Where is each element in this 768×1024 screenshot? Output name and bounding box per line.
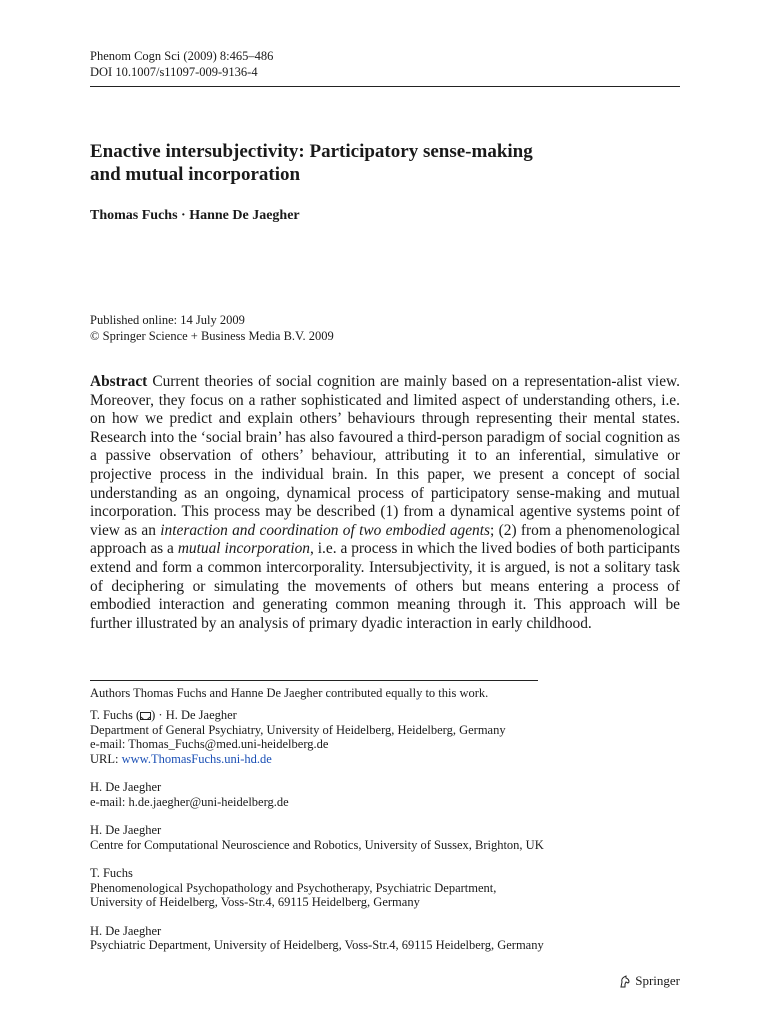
affiliation-dept: Phenomenological Psychopathology and Psychotherapy, Psychiatric Department,	[90, 880, 497, 895]
author-list: Thomas Fuchs · Hanne De Jaegher	[90, 208, 300, 223]
header-rule	[90, 86, 680, 87]
springer-horse-icon	[619, 975, 631, 988]
affiliation-email: e-mail: h.de.jaegher@uni-heidelberg.de	[90, 794, 289, 809]
affiliation-name-part: T. Fuchs (	[90, 708, 141, 722]
paper-title-line-1: Enactive intersubjectivity: Participatory sense-making	[90, 141, 533, 162]
affiliations	[90, 708, 544, 967]
abstract-text-2: ; (2) from a phenomenological approach as a	[90, 521, 680, 558]
abstract-text-3: , i.e. a process in which the lived bodies of both participants extend and form a common intercorporality. Intersubjectivity, it is argued, is not a solitary task of deciphering or simulating the movements of others but means entering a process of embodied interaction and generating common meaning through it. This approach will be further illustrated by an analysis of primary dyadic interaction in early childhood.	[90, 540, 680, 632]
paper-title-line-2: and mutual incorporation	[90, 164, 301, 185]
affiliation-names	[90, 708, 544, 723]
affiliation-name: H. De Jaegher	[90, 823, 162, 837]
affiliation-block	[90, 708, 544, 766]
affiliation-url	[90, 752, 544, 767]
journal-header	[90, 48, 273, 80]
affiliation-dept: Department of General Psychiatry, University of Heidelberg, Heidelberg, Germany	[90, 722, 506, 737]
journal-citation: Phenom Cogn Sci (2009) 8:465–486	[90, 49, 274, 63]
abstract	[90, 373, 680, 633]
publisher-mark	[619, 973, 680, 989]
publisher-name: Springer	[635, 973, 680, 988]
abstract-italic-1: interaction and coordination of two embodied agents	[160, 521, 491, 539]
publication-info	[90, 312, 334, 344]
author-website-link[interactable]: www.ThomasFuchs.uni-hd.de	[121, 751, 272, 766]
abstract-italic-2: mutual incorporation	[177, 540, 310, 558]
affiliation-name: H. De Jaegher	[90, 923, 162, 938]
contribution-footnote: Authors Thomas Fuchs and Hanne De Jaegher contributed equally to this work.	[90, 686, 489, 700]
url-label: URL:	[90, 751, 122, 766]
abstract-label: Abstract	[90, 373, 148, 390]
journal-doi: DOI 10.1007/s11097-009-9136-4	[90, 65, 258, 79]
paper-title	[90, 140, 680, 186]
affiliation-block	[90, 780, 544, 809]
footnote-rule	[90, 680, 538, 681]
affiliation-name-part: ) · H. De Jaegher	[151, 708, 237, 722]
envelope-icon	[140, 712, 151, 720]
affiliation-name: T. Fuchs	[90, 866, 133, 880]
published-date: Published online: 14 July 2009	[90, 313, 245, 327]
affiliation-name: H. De Jaegher	[90, 780, 162, 794]
abstract-text-1: Current theories of social cognition are mainly based on a representation-alist view. Moreover, they focus on a rather sophisticated and limited aspect of understanding others, i.e. on how we predict and explain others’ behaviours through representing their mental states. Research into the ‘social brain’ has also favoured a third-person paradigm of social cognition as a passive observation of others’ behaviour, attributing it to an inferential, simulative or projective process in the individual brain. In this paper, we present a concept of social understanding as an ongoing, dynamical process of participatory sense-making and mutual incorporation. This process may be described (1) from a dynamical agentive systems point of view as an	[90, 373, 680, 539]
affiliation-dept: Psychiatric Department, University of Heidelberg, Voss-Str.4, 69115 Heidelberg, Germany	[90, 938, 544, 952]
affiliation-dept: University of Heidelberg, Voss-Str.4, 69115 Heidelberg, Germany	[90, 895, 420, 909]
affiliation-block	[90, 823, 544, 852]
paper-page	[90, 0, 680, 1024]
affiliation-dept: Centre for Computational Neuroscience and Robotics, University of Sussex, Brighton, UK	[90, 837, 544, 852]
affiliation-block	[90, 924, 544, 953]
copyright-notice: © Springer Science + Business Media B.V. 2009	[90, 329, 334, 343]
affiliation-email: e-mail: Thomas_Fuchs@med.uni-heidelberg.de	[90, 737, 329, 751]
affiliation-block	[90, 866, 544, 910]
